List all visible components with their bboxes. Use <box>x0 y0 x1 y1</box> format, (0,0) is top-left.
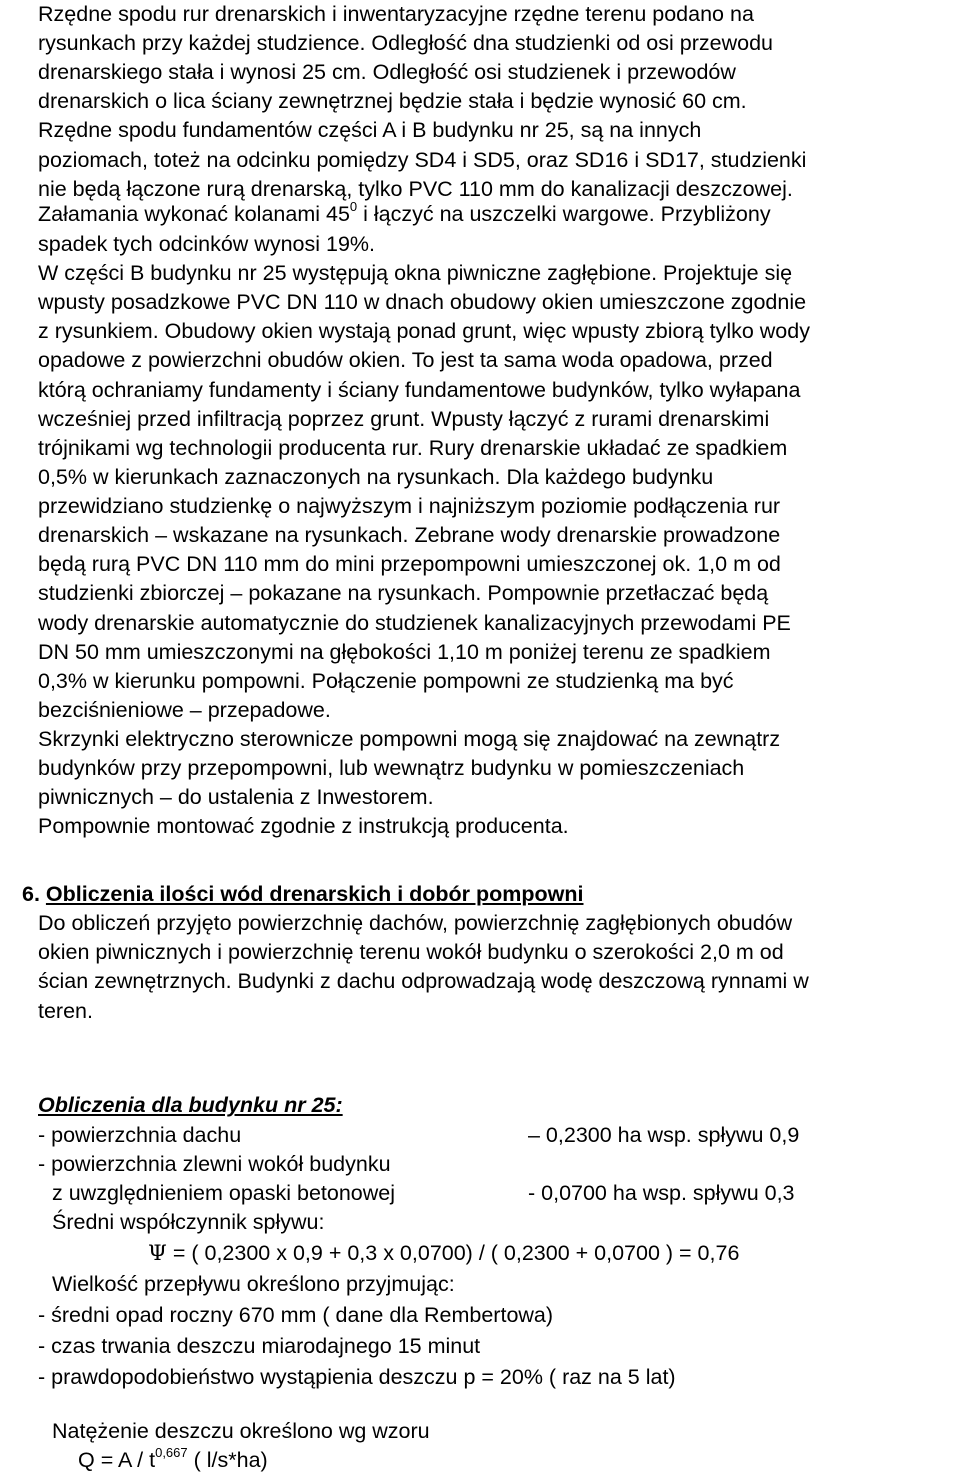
roof-area-value: – 0,2300 ha wsp. spływu 0,9 <box>528 1123 800 1147</box>
text-line: trójnikami wg technologii producenta rur. Rury drenarskie układać ze spadkiem <box>38 435 788 460</box>
text-line: piwnicznych – do ustalenia z Inwestorem. <box>38 785 434 810</box>
text-line: drenarskich – wskazane na rysunkach. Zebrane wody drenarskie prowadzone <box>38 523 781 548</box>
section-title: Obliczenia ilości wód drenarskich i dobór pompowni <box>45 882 584 906</box>
text-line: Skrzynki elektryczno sterownicze pompowni mogą się znajdować na zewnątrz <box>38 727 781 752</box>
text-line: wody drenarskie automatycznie do studzienek kanalizacyjnych przewodami PE <box>38 610 791 635</box>
text-line: teren. <box>38 998 93 1023</box>
text-line: będą rurą PVC DN 110 mm do mini przepompowni umieszczonej ok. 1,0 m od <box>38 552 781 577</box>
assumption-item: - czas trwania deszczu miarodajnego 15 minut <box>38 1334 481 1358</box>
intensity-intro: Natężenie deszczu określono wg wzoru <box>52 1419 430 1443</box>
text-line: wpusty posadzkowe PVC DN 110 w dnach obudowy okien umieszczone zgodnie <box>38 290 807 315</box>
text-line: spadek tych odcinków wynosi 19%. <box>38 232 376 256</box>
avg-coefficient-label: Średni współczynnik spływu: <box>52 1210 325 1234</box>
catchment-area-value: - 0,0700 ha wsp. spływu 0,3 <box>528 1181 795 1205</box>
text-line: bezciśnieniowe – przepadowe. <box>38 697 331 722</box>
text-line: przewidziano studzienkę o najwyższym i najniższym poziomie podłączenia rur <box>38 494 781 519</box>
section-heading <box>22 880 584 909</box>
text-line: nie będą łączone rurą drenarską, tylko PVC 110 mm do kanalizacji deszczowej. <box>38 176 793 201</box>
flow-intro: Wielkość przepływu określono przyjmując: <box>52 1272 455 1296</box>
psi-symbol: Ψ <box>148 1241 167 1266</box>
catchment-area-label: - powierzchnia zlewni wokół budynku <box>38 1152 391 1176</box>
elbow-text-cont: i łączyć na uszczelki wargowe. Przybliżony <box>357 202 771 226</box>
psi-formula <box>148 1239 739 1268</box>
text-line: Do obliczeń przyjęto powierzchnię dachów, powierzchnię zagłębionych obudów <box>38 911 793 935</box>
text-line: drenarskiego stała i wynosi 25 cm. Odległość osi studzienek i przewodów <box>38 60 736 85</box>
text-line: Pompownie montować zgodnie z instrukcją producenta. <box>38 814 569 839</box>
assumption-item: - średni opad roczny 670 mm ( dane dla Rembertowa) <box>38 1303 554 1327</box>
text-line: opadowe z powierzchni obudów okien. To jest ta sama woda opadowa, przed <box>38 348 773 373</box>
text-line: W części B budynku nr 25 występują okna piwniczne zagłębione. Projektuje się <box>38 261 793 286</box>
text-line: budynków przy przepompowni, lub wewnątrz budynku w pomieszczeniach <box>38 756 745 781</box>
formula-exponent: 0,667 <box>155 1445 188 1460</box>
text-line: okien piwnicznych i powierzchnię terenu wokół budynku o szerokości 2,0 m od <box>38 940 784 965</box>
text-line: rysunkach przy każdej studzience. Odległość dna studzienki od osi przewodu <box>38 31 773 56</box>
catchment-area-label-cont: z uwzględnieniem opaski betonowej <box>52 1181 396 1205</box>
text-line: Rzędne spodu rur drenarskich i inwentaryzacyjne rzędne terenu podano na <box>38 2 754 26</box>
roof-area-label: - powierzchnia dachu <box>38 1123 242 1147</box>
text-line: Rzędne spodu fundamentów części A i B budynku nr 25, są na innych <box>38 118 702 143</box>
elbow-instruction-line <box>38 200 771 229</box>
elbow-text: Załamania wykonać kolanami 45 <box>38 202 350 226</box>
text-line: ścian zewnętrznych. Budynki z dachu odprowadzają wodę deszczową rynnami w <box>38 969 809 994</box>
text-line: 0,3% w kierunku pompowni. Połączenie pompowni ze studzienką ma być <box>38 668 734 693</box>
psi-formula-text: = ( 0,2300 x 0,9 + 0,3 x 0,0700) / ( 0,2300 + 0,0700 ) = 0,76 <box>166 1241 740 1265</box>
formula-text: Q = A / t <box>78 1448 156 1472</box>
text-line: poziomach, toteż na odcinku pomiędzy SD4 i SD5, oraz SD16 i SD17, studzienki <box>38 147 807 172</box>
degree-superscript: 0 <box>349 199 358 214</box>
text-line: 0,5% w kierunkach zaznaczonych na rysunkach. Dla każdego budynku <box>38 464 714 489</box>
text-line: DN 50 mm umieszczonymi na głębokości 1,10 m poniżej terenu ze spadkiem <box>38 639 771 664</box>
calc-heading: Obliczenia dla budynku nr 25: <box>38 1093 343 1117</box>
text-line: drenarskich o lica ściany zewnętrznej będzie stała i będzie wynosić 60 cm. <box>38 89 747 114</box>
intensity-formula <box>78 1446 268 1475</box>
assumption-item: - prawdopodobieństwo wystąpienia deszczu p = 20% ( raz na 5 lat) <box>38 1365 676 1389</box>
text-line: z rysunkiem. Obudowy okien wystają ponad grunt, więc wpusty zbiorą tylko wody <box>38 319 810 344</box>
text-line: którą ochraniamy fundamenty i ściany fundamentowe budynków, tylko wyłapana <box>38 377 801 402</box>
text-line: studzienki zbiorczej – pokazane na rysunkach. Pompownie przetłaczać będą <box>38 581 769 606</box>
text-line: wcześniej przed infiltracją poprzez grunt. Wpusty łączyć z rurami drenarskimi <box>38 406 770 431</box>
section-number: 6. <box>22 882 40 906</box>
formula-units: ( l/s*ha) <box>187 1448 268 1472</box>
